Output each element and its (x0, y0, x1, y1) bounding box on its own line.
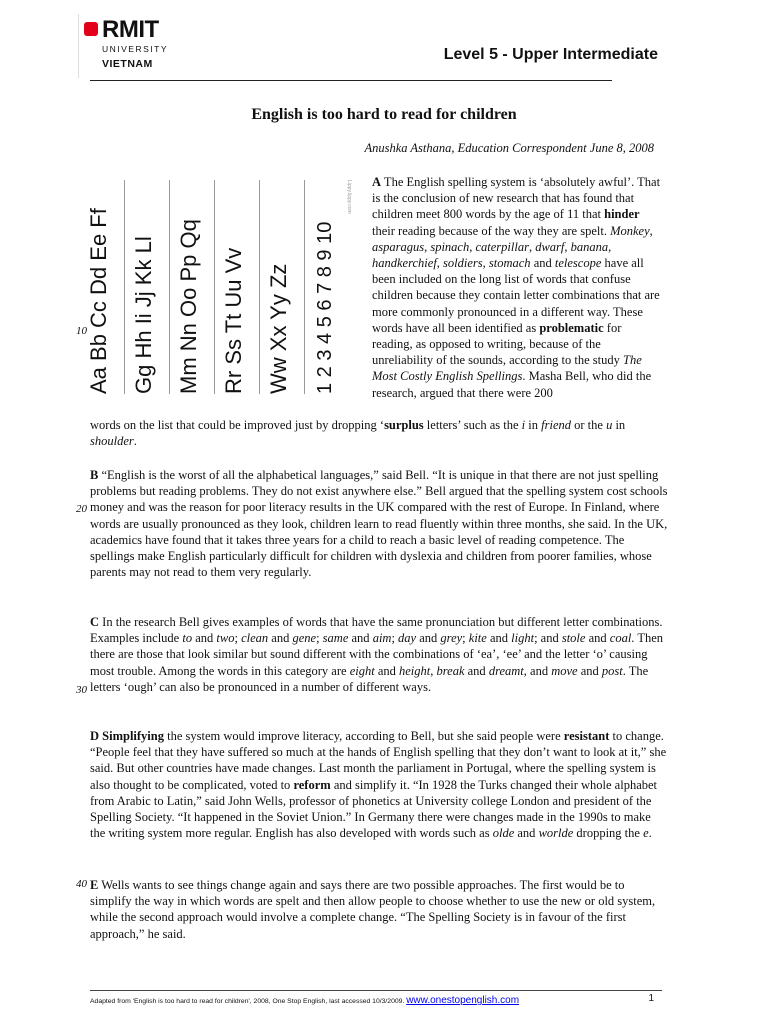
picture-line (259, 180, 260, 394)
header-rule (90, 80, 612, 81)
paragraph-label: C (90, 615, 100, 629)
article-byline: Anushka Asthana, Education Correspondent June 8, 2008 (364, 141, 654, 155)
footer-rule (90, 990, 662, 991)
alphabet-column: Mm Nn Oo Pp Qq (176, 219, 201, 394)
alphabet-picture (86, 180, 362, 394)
paragraph-d: D Simplifying the system would improve literacy, according to Bell, but she said people were resistant to change. “People feel that they have suffered so much at the hands of English spelling that they don’t want to look at it,” she said. But other countries have made changes. Last month the parliament in Portugal, where the spelling system is also thought to be complicated, voted to reform and simplify it. “In 1928 the Turks changed their whole alphabet from Arabic to Latin,” said John Wells, professor of phonetics at University college London and president of the Spelling Society. “It happened in the Soviet Union.” In Germany there were changes made in the 1990s to make the writing system more regular. English has also developed with words such as olde and worlde dropping the e. (90, 729, 667, 841)
level-heading: Level 5 - Upper Intermediate (443, 46, 658, 63)
paragraph-e: E Wells wants to see things change again and says there are two possible approaches. The first would be to simplify the way in which words are spelt and then allow people to choose whether to use the new or old system, while the second approach would involve a complete change. “The Spelling Society is in favour of the first approach,” he said. (90, 878, 656, 941)
line-number: 10 (76, 325, 87, 337)
logo-divider (78, 14, 79, 78)
logo-name: RMIT (102, 16, 159, 43)
footer-citation: Adapted from 'English is too hard to read for children', 2008, One Stop English, last accessed 10/3/2009. (90, 998, 405, 1005)
paragraph-a-top: A The English spelling system is ‘absolutely awful’. That is the conclusion of new research that has found that children meet 800 words by the age of 11 that hinder their reading because of the way they are spelt. Monkey, asparagus, spinach, caterpillar, dwarf, banana, handkerchief, soldiers, stomach and telescope have all been included on the long list of words that confuse children because they contain letter combinations that are more commonly pronounced in a different way. These words have all been identified as problematic for reading, as opposed to writing, because of the unreliability of the sounds, according to the study The Most Costly English Spellings. Masha Bell, who did the research, argued that there were 200 (372, 175, 661, 400)
line-number: 30 (76, 684, 87, 696)
picture-line (169, 180, 170, 394)
alphabet-column: Gg Hh Ii Jj Kk Ll (131, 236, 156, 394)
logo-mark-icon (84, 22, 98, 36)
paragraph-a-bottom: words on the list that could be improved just by dropping ‘surplus letters’ such as the i in friend or the u in shoulder. (90, 418, 626, 449)
picture-credit: Lippy.lippy.com (346, 180, 352, 214)
logo-country: VIETNAM (102, 58, 153, 70)
logo-university: UNIVERSITY (102, 44, 169, 54)
line-number: 20 (76, 503, 87, 515)
footer-link[interactable]: www.onestopenglish.com (406, 995, 520, 1006)
page-number: 1 (648, 993, 654, 1004)
alphabet-column: Rr Ss Tt Uu Vv (221, 247, 246, 394)
alphabet-column: Aa Bb Cc Dd Ee Ff (86, 208, 111, 394)
paragraph-label: E (90, 878, 99, 892)
picture-line (124, 180, 125, 394)
rmit-logo (78, 14, 178, 78)
paragraph-label: B (90, 468, 99, 482)
line-number: 40 (76, 878, 87, 890)
paragraph-label: A (372, 175, 382, 189)
article-title: English is too hard to read for children (251, 106, 517, 123)
alphabet-column: Ww Xx Yy Zz (266, 263, 291, 394)
picture-line (214, 180, 215, 394)
picture-line (304, 180, 305, 394)
paragraph-c: C In the research Bell gives examples of words that have the same pronunciation but different letter combinations. Examples include to and two; clean and gene; same and aim; day and grey; kite and light; and stole and coal. Then there are those that look similar but sound different with the combinations of ‘ea’, ‘ee’ and the letter ‘o’ causing most trouble. Among the words in this category are eight and height, break and dreamt, and move and post. The letters ‘ough’ can also be pronounced in a number of different ways. (90, 615, 664, 694)
paragraph-b: B “English is the worst of all the alphabetical languages,” said Bell. “It is unique in that there are not just spelling problems but reading problems. They do not exist anywhere else.” Bell argued that the spelling system cost schools money and was the reason for poor literacy results in the UK compared with the rest of Europe. In Finland, where words are usually pronounced as they look, children learn to read fluently within three months, she said. In the UK, academics have found that it takes three years for a child to reach a basic level of reading competence. The spellings make English particularly difficult for children with dyslexia and children from poorer families, whose parents may not read to them very regularly. (90, 468, 668, 580)
paragraph-label: D (90, 729, 100, 743)
alphabet-column: 1 2 3 4 5 6 7 8 9 10 (314, 221, 336, 394)
footer-source (90, 995, 519, 1006)
